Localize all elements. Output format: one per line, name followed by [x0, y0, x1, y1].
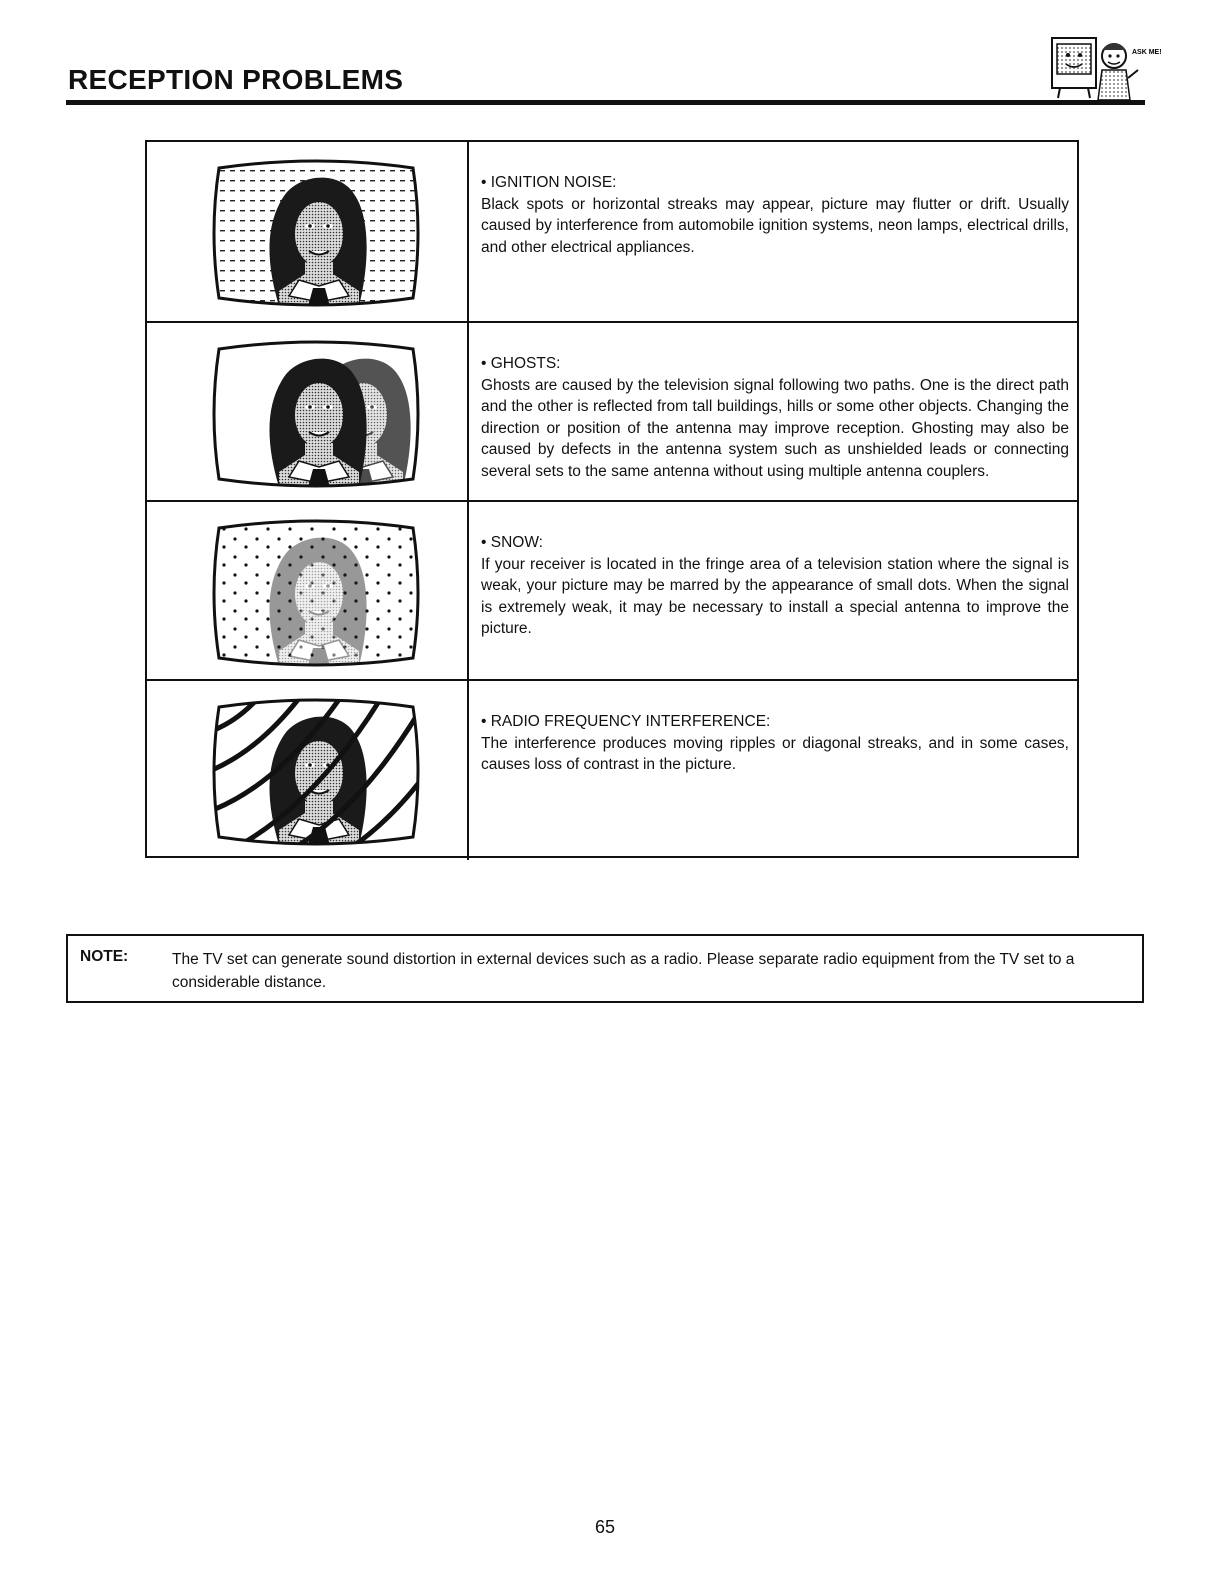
- problem-text: Ghosts are caused by the television signal following two paths. One is the direct path and the other is reflected from tall buildings, hills or some other objects. Changing the direction or position of the antenna may improve reception. Ghosting may also be caused by defects in the antenna system such as unshielded leads or connecting several sets to the same antenna without using multiple antenna couplers.: [481, 376, 1069, 480]
- title-rule: [66, 100, 1145, 105]
- tv-ignition-noise-icon: [209, 156, 423, 310]
- problem-description: [481, 711, 1069, 776]
- tv-mascot-icon: [1048, 30, 1162, 102]
- problem-heading: • SNOW:: [481, 534, 543, 551]
- problem-row-rf-interference: [147, 679, 1077, 860]
- illustration-cell: [147, 323, 469, 502]
- problem-description: [481, 532, 1069, 640]
- note-box: [66, 934, 1144, 1003]
- problem-description: [481, 172, 1069, 258]
- logo-text: ASK ME!: [1132, 49, 1162, 56]
- page-number: 65: [594, 1517, 616, 1537]
- tv-ghosts-icon: [209, 337, 423, 491]
- problem-heading: • IGNITION NOISE:: [481, 174, 617, 191]
- illustration-cell: [147, 142, 469, 321]
- problem-row-ignition-noise: [147, 142, 1077, 321]
- problem-text: The interference produces moving ripples or diagonal streaks, and in some cases, causes loss of contrast in the picture.: [481, 734, 1069, 773]
- problem-row-snow: [147, 500, 1077, 681]
- illustration-cell: [147, 502, 469, 681]
- tv-snow-icon: [209, 516, 423, 670]
- page-title: RECEPTION PROBLEMS: [68, 64, 404, 95]
- problem-heading: • GHOSTS:: [481, 355, 561, 372]
- problem-row-ghosts: [147, 321, 1077, 502]
- problem-description: [481, 353, 1069, 482]
- problem-text: If your receiver is located in the fringe area of a television station where the signal is weak, your picture may be marred by the appearance of small dots. When the signal is extremely weak, it may be necessary to install a special antenna to improve the picture.: [481, 555, 1069, 637]
- note-text: The TV set can generate sound distortion in external devices such as a radio. Please separate radio equipment from the TV set to a considerable distance.: [172, 951, 1075, 991]
- illustration-cell: [147, 681, 469, 860]
- note-label: NOTE:: [80, 948, 129, 965]
- reception-problems-table: [145, 140, 1079, 858]
- problem-text: Black spots or horizontal streaks may appear, picture may flutter or drift. Usually caused by interference from automobile ignition systems, neon lamps, electrical drills, and other electrical appliances.: [481, 195, 1069, 256]
- tv-rf-interference-icon: [209, 695, 423, 849]
- problem-heading: • RADIO FREQUENCY INTERFERENCE:: [481, 713, 771, 730]
